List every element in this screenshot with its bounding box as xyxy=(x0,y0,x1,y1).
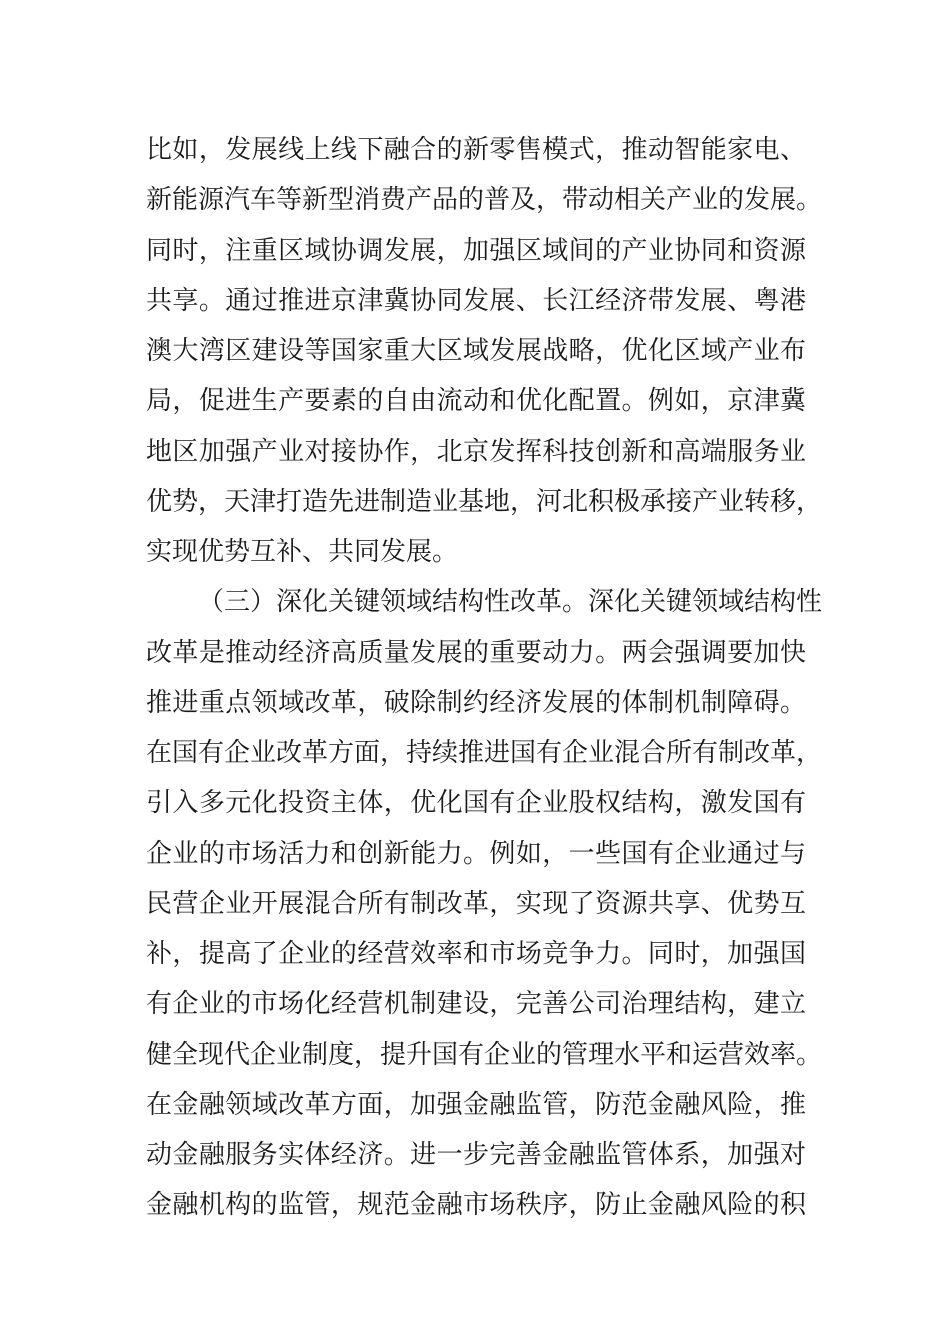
text-line: 在国有企业改革方面，持续推进国有企业混合所有制改革， xyxy=(146,738,823,768)
text-line: 动金融服务实体经济。进一步完善金融监管体系，加强对 xyxy=(146,1140,806,1170)
text-line: 推进重点领域改革，破除制约经济发展的体制机制障碍。 xyxy=(146,687,806,718)
text-line: 金融机构的监管，规范金融市场秩序，防止金融风险的积 xyxy=(146,1190,806,1221)
text-line: 民营企业开展混合所有制改革，实现了资源共享、优势互 xyxy=(146,888,806,919)
text-line: 在金融领域改革方面，加强金融监管，防范金融风险，推 xyxy=(146,1089,806,1120)
text-line: 改革是推动经济高质量发展的重要动力。两会强调要加快 xyxy=(146,637,806,668)
paragraph-end-line: 实现优势互补、共同发展。 xyxy=(146,537,459,567)
text-line: 局，促进生产要素的自由流动和优化配置。例如，京津冀 xyxy=(146,386,806,417)
text-line: 健全现代企业制度，提升国有企业的管理水平和运营效率。 xyxy=(146,1039,823,1070)
text-line: 同时，注重区域协调发展，加强区域间的产业协同和资源 xyxy=(146,235,806,266)
text-line: 比如，发展线上线下融合的新零售模式，推动智能家电、 xyxy=(146,135,806,165)
text-line: 澳大湾区建设等国家重大区域发展战略，优化区域产业布 xyxy=(146,336,806,366)
text-line: 补，提高了企业的经营效率和市场竞争力。同时，加强国 xyxy=(146,939,806,969)
body-text xyxy=(146,125,823,1231)
section-heading-line: （三）深化关键领域结构性改革。深化关键领域结构性 xyxy=(198,587,823,618)
text-line: 引入多元化投资主体，优化国有企业股权结构，激发国有 xyxy=(146,788,806,819)
text-line: 地区加强产业对接协作，北京发挥科技创新和高端服务业 xyxy=(146,436,806,467)
text-line: 企业的市场活力和创新能力。例如，一些国有企业通过与 xyxy=(146,838,806,869)
text-line: 新能源汽车等新型消费产品的普及，带动相关产业的发展。 xyxy=(146,185,823,216)
text-line: 有企业的市场化经营机制建设，完善公司治理结构，建立 xyxy=(146,989,806,1020)
text-line: 共享。通过推进京津冀协同发展、长江经济带发展、粤港 xyxy=(146,285,806,316)
text-line: 优势，天津打造先进制造业基地，河北积极承接产业转移， xyxy=(146,486,823,517)
